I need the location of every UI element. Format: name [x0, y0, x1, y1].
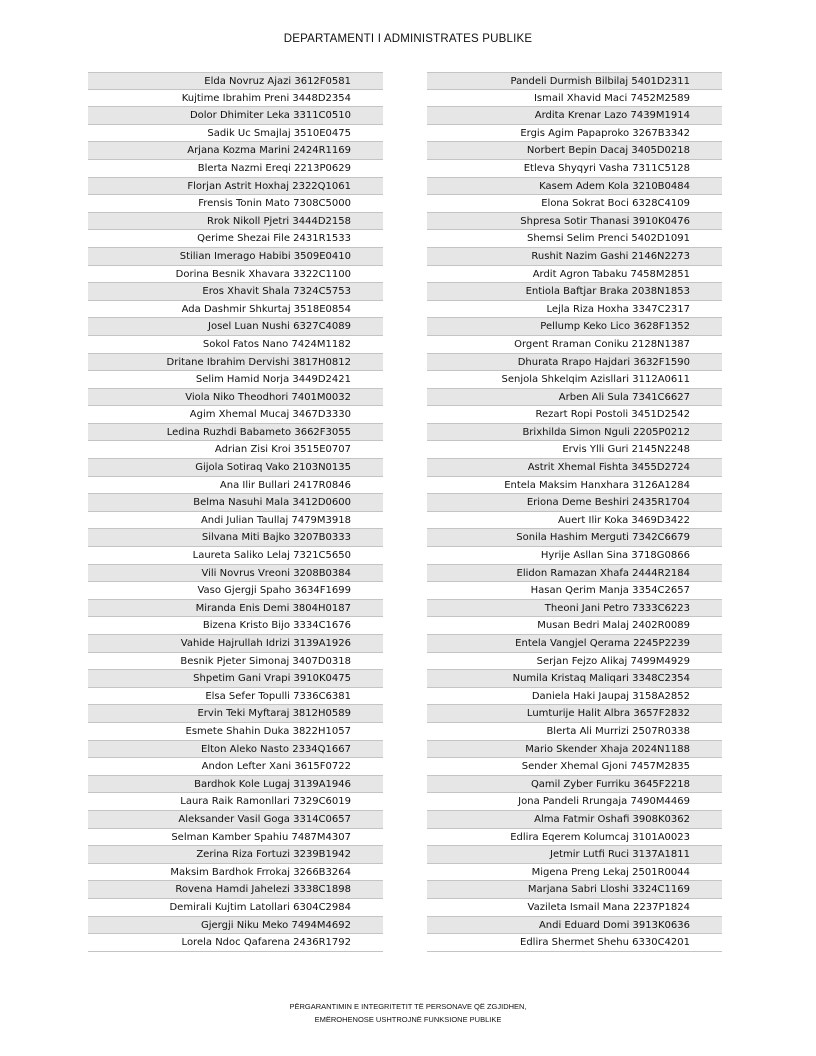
list-item: Orgent Rraman Coniku 2128N1387: [427, 336, 722, 354]
list-item: Gijola Sotiraq Vako 2103N0135: [88, 459, 383, 477]
list-item: Frensis Tonin Mato 7308C5000: [88, 195, 383, 213]
list-item: Vaso Gjergji Spaho 3634F1699: [88, 582, 383, 600]
list-item: Andon Lefter Xani 3615F0722: [88, 758, 383, 776]
list-item: Dolor Dhimiter Leka 3311C0510: [88, 107, 383, 125]
list-item: Brixhilda Simon Nguli 2205P0212: [427, 424, 722, 442]
list-item: Shemsi Selim Prenci 5402D1091: [427, 230, 722, 248]
list-item: Ervin Teki Myftaraj 3812H0589: [88, 705, 383, 723]
list-item: Sokol Fatos Nano 7424M1182: [88, 336, 383, 354]
list-item: Florjan Astrit Hoxhaj 2322Q1061: [88, 178, 383, 196]
list-item: Shpresa Sotir Thanasi 3910K0476: [427, 213, 722, 231]
list-item: Aleksander Vasil Goga 3314C0657: [88, 811, 383, 829]
list-item: Selman Kamber Spahiu 7487M4307: [88, 829, 383, 847]
list-item: Jetmir Lutfi Ruci 3137A1811: [427, 846, 722, 864]
list-item: Ana Ilir Bullari 2417R0846: [88, 477, 383, 495]
list-item: Astrit Xhemal Fishta 3455D2724: [427, 459, 722, 477]
list-item: Kujtime Ibrahim Preni 3448D2354: [88, 90, 383, 108]
list-item: Entela Maksim Hanxhara 3126A1284: [427, 477, 722, 495]
list-item: Silvana Miti Bajko 3207B0333: [88, 529, 383, 547]
list-item: Ardita Krenar Lazo 7439M1914: [427, 107, 722, 125]
list-item: Blerta Nazmi Ereqi 2213P0629: [88, 160, 383, 178]
list-item: Laura Raik Ramonllari 7329C6019: [88, 793, 383, 811]
list-item: Jona Pandeli Rrungaja 7490M4469: [427, 793, 722, 811]
list-item: Kasem Adem Kola 3210B0484: [427, 178, 722, 196]
list-item: Shpetim Gani Vrapi 3910K0475: [88, 670, 383, 688]
list-item: Pellump Keko Lico 3628F1352: [427, 318, 722, 336]
list-item: Alma Fatmir Oshafi 3908K0362: [427, 811, 722, 829]
list-item: Hasan Qerim Manja 3354C2657: [427, 582, 722, 600]
list-item: Vazileta Ismail Mana 2237P1824: [427, 899, 722, 917]
list-item: Elsa Sefer Topulli 7336C6381: [88, 688, 383, 706]
list-item: Senjola Shkelqim Azisllari 3112A0611: [427, 371, 722, 389]
list-item: Rrok Nikoll Pjetri 3444D2158: [88, 213, 383, 231]
list-item: Selim Hamid Norja 3449D2421: [88, 371, 383, 389]
list-item: Eros Xhavit Shala 7324C5753: [88, 283, 383, 301]
list-item: Vahide Hajrullah Idrizi 3139A1926: [88, 635, 383, 653]
list-item: Miranda Enis Demi 3804H0187: [88, 600, 383, 618]
list-item: Laureta Saliko Lelaj 7321C5650: [88, 547, 383, 565]
list-item: Elona Sokrat Boci 6328C4109: [427, 195, 722, 213]
list-item: Arjana Kozma Marini 2424R1169: [88, 142, 383, 160]
footer-line-1: PËRGARANTIMIN E INTEGRITETIT TË PERSONAVE QË ZGJIDHEN,: [289, 1002, 527, 1011]
list-item: Marjana Sabri Lloshi 3324C1169: [427, 881, 722, 899]
list-item: Etleva Shyqyri Vasha 7311C5128: [427, 160, 722, 178]
list-item: Ervis Ylli Guri 2145N2248: [427, 441, 722, 459]
list-item: Elda Novruz Ajazi 3612F0581: [88, 72, 383, 90]
list-item: Entela Vangjel Qerama 2245P2239: [427, 635, 722, 653]
list-item: Theoni Jani Petro 7333C6223: [427, 600, 722, 618]
list-item: Edlira Shermet Shehu 6330C4201: [427, 934, 722, 952]
list-item: Lumturije Halit Albra 3657F2832: [427, 705, 722, 723]
list-item: Ledina Ruzhdi Babameto 3662F3055: [88, 424, 383, 442]
list-item: Dorina Besnik Xhavara 3322C1100: [88, 266, 383, 284]
list-item: Qerime Shezai File 2431R1533: [88, 230, 383, 248]
list-item: Edlira Eqerem Kolumcaj 3101A0023: [427, 829, 722, 847]
list-item: Sender Xhemal Gjoni 7457M2835: [427, 758, 722, 776]
list-item: Sadik Uc Smajlaj 3510E0475: [88, 125, 383, 143]
list-item: Lejla Riza Hoxha 3347C2317: [427, 301, 722, 319]
list-item: Migena Preng Lekaj 2501R0044: [427, 864, 722, 882]
list-item: Agim Xhemal Mucaj 3467D3330: [88, 406, 383, 424]
list-item: Bardhok Kole Lugaj 3139A1946: [88, 776, 383, 794]
list-item: Demirali Kujtim Latollari 6304C2984: [88, 899, 383, 917]
list-item: Auert Ilir Koka 3469D3422: [427, 512, 722, 530]
list-item: Stilian Imerago Habibi 3509E0410: [88, 248, 383, 266]
list-item: Zerina Riza Fortuzi 3239B1942: [88, 846, 383, 864]
right-name-column: [427, 72, 722, 952]
list-item: Gjergji Niku Meko 7494M4692: [88, 917, 383, 935]
list-item: Pandeli Durmish Bilbilaj 5401D2311: [427, 72, 722, 90]
page-footer: [0, 1000, 816, 1026]
list-item: Elton Aleko Nasto 2334Q1667: [88, 741, 383, 759]
footer-line-2: EMËROHENOSE USHTROJNË FUNKSIONE PUBLIKE: [314, 1015, 502, 1024]
list-item: Andi Julian Taullaj 7479M3918: [88, 512, 383, 530]
list-item: Andi Eduard Domi 3913K0636: [427, 917, 722, 935]
list-item: Viola Niko Theodhori 7401M0032: [88, 389, 383, 407]
list-item: Hyrije Asllan Sina 3718G0866: [427, 547, 722, 565]
list-item: Elidon Ramazan Xhafa 2444R2184: [427, 565, 722, 583]
list-item: Josel Luan Nushi 6327C4089: [88, 318, 383, 336]
list-item: Ada Dashmir Shkurtaj 3518E0854: [88, 301, 383, 319]
list-item: Adrian Zisi Kroi 3515E0707: [88, 441, 383, 459]
list-item: Entiola Baftjar Braka 2038N1853: [427, 283, 722, 301]
list-item: Ardit Agron Tabaku 7458M2851: [427, 266, 722, 284]
list-item: Mario Skender Xhaja 2024N1188: [427, 741, 722, 759]
list-item: Serjan Fejzo Alikaj 7499M4929: [427, 653, 722, 671]
list-item: Ismail Xhavid Maci 7452M2589: [427, 90, 722, 108]
list-item: Sonila Hashim Merguti 7342C6679: [427, 529, 722, 547]
list-item: Qamil Zyber Furriku 3645F2218: [427, 776, 722, 794]
list-item: Arben Ali Sula 7341C6627: [427, 389, 722, 407]
list-item: Rovena Hamdi Jahelezi 3338C1898: [88, 881, 383, 899]
list-item: Numila Kristaq Maliqari 3348C2354: [427, 670, 722, 688]
list-item: Rushit Nazim Gashi 2146N2273: [427, 248, 722, 266]
list-item: Dritane Ibrahim Dervishi 3817H0812: [88, 354, 383, 372]
list-item: Dhurata Rrapo Hajdari 3632F1590: [427, 354, 722, 372]
list-item: Musan Bedri Malaj 2402R0089: [427, 617, 722, 635]
list-item: Norbert Bepin Dacaj 3405D0218: [427, 142, 722, 160]
list-item: Eriona Deme Beshiri 2435R1704: [427, 494, 722, 512]
list-item: Esmete Shahin Duka 3822H1057: [88, 723, 383, 741]
list-item: Daniela Haki Jaupaj 3158A2852: [427, 688, 722, 706]
list-item: Besnik Pjeter Simonaj 3407D0318: [88, 653, 383, 671]
list-item: Belma Nasuhi Mala 3412D0600: [88, 494, 383, 512]
page-title: DEPARTAMENTI I ADMINISTRATES PUBLIKE: [283, 33, 533, 45]
list-item: Blerta Ali Murrizi 2507R0338: [427, 723, 722, 741]
list-item: Bizena Kristo Bijo 3334C1676: [88, 617, 383, 635]
list-item: Vili Novrus Vreoni 3208B0384: [88, 565, 383, 583]
list-item: Ergis Agim Papaproko 3267B3342: [427, 125, 722, 143]
left-name-column: [88, 72, 383, 952]
list-item: Maksim Bardhok Frrokaj 3266B3264: [88, 864, 383, 882]
list-item: Lorela Ndoc Qafarena 2436R1792: [88, 934, 383, 952]
list-item: Rezart Ropi Postoli 3451D2542: [427, 406, 722, 424]
